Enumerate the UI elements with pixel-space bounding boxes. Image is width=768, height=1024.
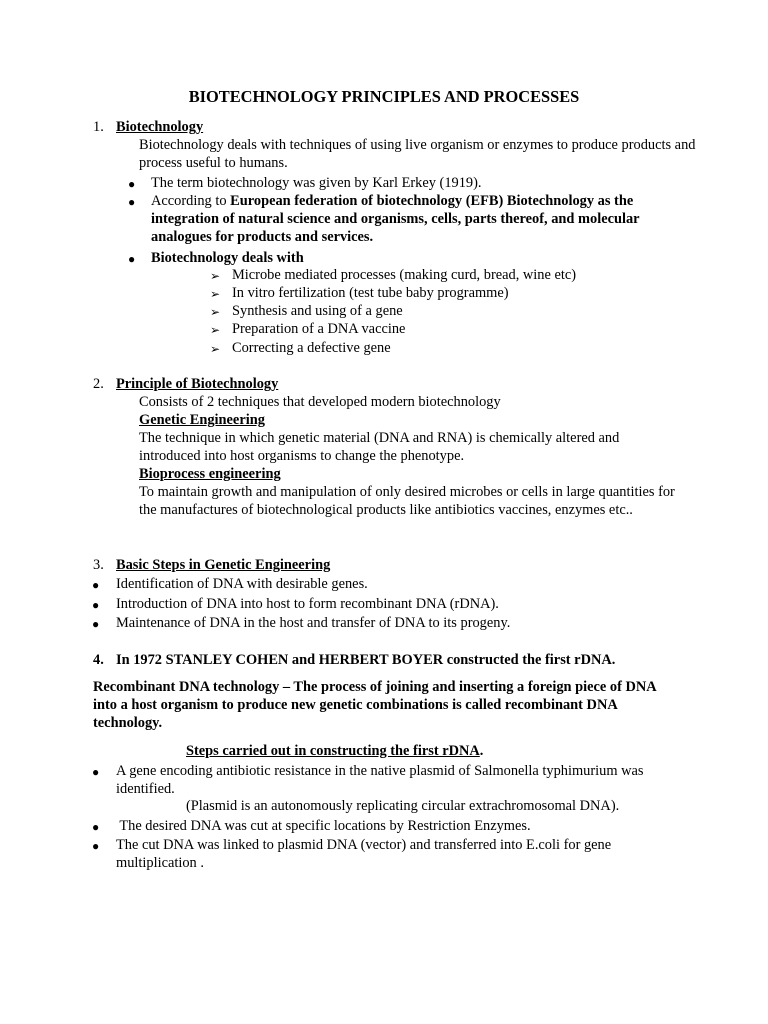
section-3-item: Maintenance of DNA in the host and transfer of DNA to its progeny.	[116, 615, 511, 631]
section-4-text: In 1972 STANLEY COHEN and HERBERT BOYER constructed the first rDNA.	[116, 652, 616, 668]
arrow-bullet-icon: ➢	[210, 287, 221, 301]
bullet-icon: ●	[128, 177, 136, 191]
section-3-item: Introduction of DNA into host to form recombinant DNA (rDNA).	[116, 596, 499, 612]
section-2-heading: Principle of Biotechnology	[116, 376, 279, 392]
section-4-number: 4.	[93, 652, 104, 668]
bullet-icon: ●	[92, 598, 100, 612]
section-3-heading: Basic Steps in Genetic Engineering	[116, 557, 331, 573]
section-1-sub-item: Correcting a defective gene	[232, 340, 391, 356]
steps-heading: Steps carried out in constructing the first rDNA.	[186, 743, 484, 759]
genetic-engineering-text: The technique in which genetic material (DNA and RNA) is chemically altered and introduced into host organisms to change the phenotype.	[139, 430, 620, 464]
rdna-definition: Recombinant DNA technology – The process of joining and inserting a foreign piece of DNA into a host organism to produce new genetic combinations is called recombinant DNA technology.	[93, 679, 656, 731]
section-3-item: Identification of DNA with desirable genes.	[116, 576, 368, 592]
steps-item-3: The cut DNA was linked to plasmid DNA (vector) and transferred into E.coli for gene multiplication .	[116, 837, 612, 871]
bullet-icon: ●	[92, 839, 100, 853]
bullet-icon: ●	[92, 578, 100, 592]
section-1-bullet-2: According to European federation of biotechnology (EFB) Biotechnology as the integration of natural science and organisms, cells, parts thereof, and molecular analogues for products and services.	[151, 193, 640, 245]
steps-item-1: A gene encoding antibiotic resistance in the native plasmid of Salmonella typhimurium was identified.	[116, 763, 644, 797]
bullet-icon: ●	[92, 820, 100, 834]
section-1-bullet-1: The term biotechnology was given by Karl Erkey (1919).	[151, 175, 482, 191]
section-1-bullet-3: Biotechnology deals with	[151, 250, 304, 266]
section-3-number: 3.	[93, 557, 104, 573]
arrow-bullet-icon: ➢	[210, 269, 221, 283]
section-1-intro: Biotechnology deals with techniques of using live organism or enzymes to produce products and process useful to humans.	[139, 137, 696, 171]
steps-item-1-note: (Plasmid is an autonomously replicating circular extrachromosomal DNA).	[186, 798, 620, 814]
section-1-sub-item: Synthesis and using of a gene	[232, 303, 403, 319]
section-2-number: 2.	[93, 376, 104, 392]
section-1-sub-item: Preparation of a DNA vaccine	[232, 321, 406, 337]
genetic-engineering-heading: Genetic Engineering	[139, 412, 265, 428]
section-2-intro: Consists of 2 techniques that developed modern biotechnology	[139, 394, 501, 410]
bullet-icon: ●	[128, 195, 136, 209]
bullet-icon: ●	[92, 765, 100, 779]
section-1-heading: Biotechnology	[116, 119, 204, 135]
section-1-number: 1.	[93, 119, 104, 135]
arrow-bullet-icon: ➢	[210, 305, 221, 319]
bullet-icon: ●	[128, 252, 136, 266]
section-1-sub-item: Microbe mediated processes (making curd, bread, wine etc)	[232, 267, 577, 283]
arrow-bullet-icon: ➢	[210, 323, 221, 337]
document-title: BIOTECHNOLOGY PRINCIPLES AND PROCESSES	[188, 87, 580, 106]
section-1-sub-item: In vitro fertilization (test tube baby programme)	[232, 285, 509, 301]
bullet-icon: ●	[92, 617, 100, 631]
arrow-bullet-icon: ➢	[210, 342, 221, 356]
steps-item-2: The desired DNA was cut at specific locations by Restriction Enzymes.	[116, 818, 531, 834]
bioprocess-engineering-text: To maintain growth and manipulation of only desired microbes or cells in large quantities for the manufactures of biotechnological products like antibiotics vaccines, enzymes etc..	[139, 484, 675, 518]
bioprocess-engineering-heading: Bioprocess engineering	[139, 466, 281, 482]
